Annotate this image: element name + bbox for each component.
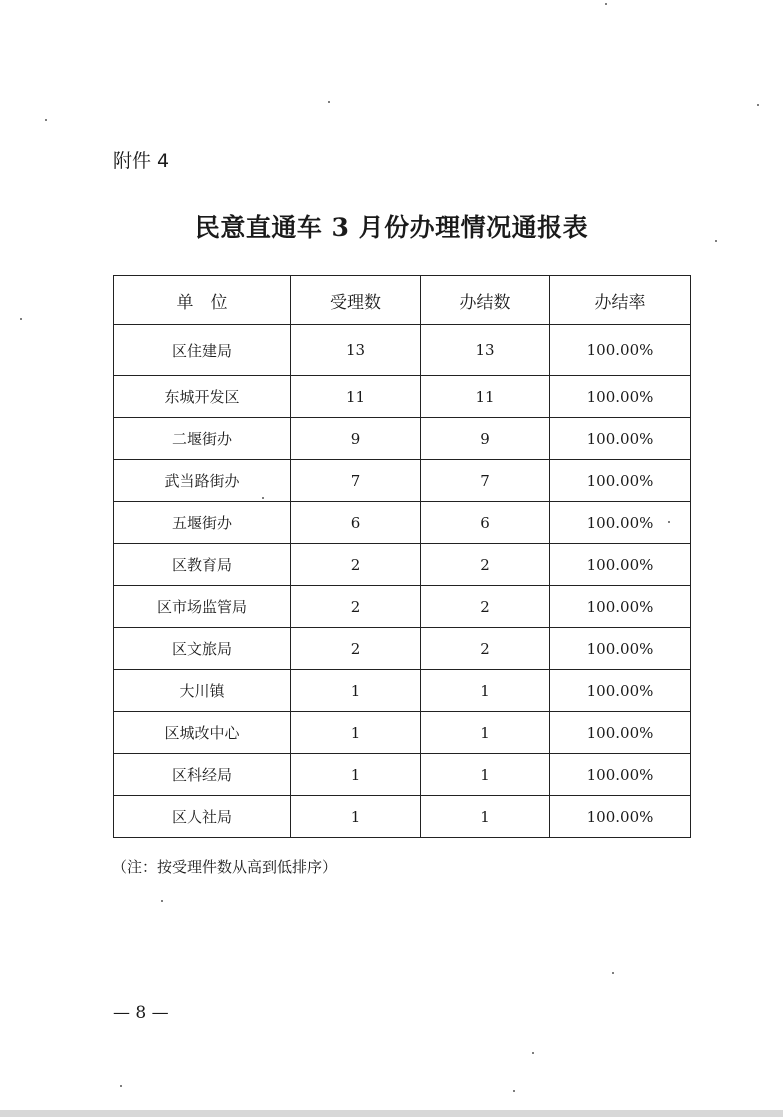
scan-speck xyxy=(757,104,759,106)
table-row xyxy=(114,376,691,418)
scan-speck xyxy=(20,318,22,320)
cell-completed: 6 xyxy=(421,502,550,544)
header-row xyxy=(114,276,691,325)
cell-rate: 100.00% xyxy=(550,418,691,460)
report-table xyxy=(113,275,691,838)
cell-rate: 100.00% xyxy=(550,670,691,712)
table-row xyxy=(114,418,691,460)
cell-received: 1 xyxy=(291,712,421,754)
page-title: 民意直通车 3 月份办理情况通报表 xyxy=(194,213,589,242)
cell-rate: 100.00% xyxy=(550,502,691,544)
cell-received: 11 xyxy=(291,376,421,418)
scan-speck xyxy=(262,497,264,499)
cell-unit: 东城开发区 xyxy=(114,376,291,418)
cell-unit: 区科经局 xyxy=(114,754,291,796)
scan-speck xyxy=(612,972,614,974)
table-row xyxy=(114,502,691,544)
page-number: — 8 — xyxy=(113,1003,169,1023)
cell-completed: 13 xyxy=(421,325,550,376)
cell-unit: 区城改中心 xyxy=(114,712,291,754)
cell-rate: 100.00% xyxy=(550,712,691,754)
cell-completed: 9 xyxy=(421,418,550,460)
cell-received: 9 xyxy=(291,418,421,460)
cell-rate: 100.00% xyxy=(550,628,691,670)
cell-unit: 大川镇 xyxy=(114,670,291,712)
scan-speck xyxy=(605,3,607,5)
scan-speck xyxy=(161,900,163,902)
scan-speck xyxy=(532,1052,534,1054)
table-note: （注：按受理件数从高到低排序） xyxy=(112,858,338,876)
table-row xyxy=(114,754,691,796)
cell-unit: 区文旅局 xyxy=(114,628,291,670)
table-row xyxy=(114,544,691,586)
cell-received: 6 xyxy=(291,502,421,544)
cell-received: 2 xyxy=(291,586,421,628)
table-row xyxy=(114,670,691,712)
cell-unit: 区教育局 xyxy=(114,544,291,586)
cell-rate: 100.00% xyxy=(550,754,691,796)
cell-received: 2 xyxy=(291,544,421,586)
header-completed: 办结数 xyxy=(421,276,550,325)
cell-received: 7 xyxy=(291,460,421,502)
cell-completed: 2 xyxy=(421,586,550,628)
cell-completed: 1 xyxy=(421,754,550,796)
table-row xyxy=(114,586,691,628)
cell-rate: 100.00% xyxy=(550,325,691,376)
cell-completed: 11 xyxy=(421,376,550,418)
scan-speck xyxy=(45,119,47,121)
cell-received: 13 xyxy=(291,325,421,376)
scan-edge xyxy=(0,1110,783,1117)
cell-unit: 二堰街办 xyxy=(114,418,291,460)
table-row xyxy=(114,796,691,838)
cell-unit: 区人社局 xyxy=(114,796,291,838)
table-row xyxy=(114,712,691,754)
cell-received: 1 xyxy=(291,754,421,796)
cell-completed: 1 xyxy=(421,796,550,838)
header-unit: 单 位 xyxy=(114,276,291,325)
header-received: 受理数 xyxy=(291,276,421,325)
table-row xyxy=(114,460,691,502)
scan-speck xyxy=(668,521,670,523)
scan-speck xyxy=(715,240,717,242)
table-row xyxy=(114,325,691,376)
cell-rate: 100.00% xyxy=(550,376,691,418)
header-rate: 办结率 xyxy=(550,276,691,325)
cell-unit: 区住建局 xyxy=(114,325,291,376)
cell-rate: 100.00% xyxy=(550,586,691,628)
cell-completed: 7 xyxy=(421,460,550,502)
cell-completed: 2 xyxy=(421,628,550,670)
cell-received: 2 xyxy=(291,628,421,670)
cell-unit: 区市场监管局 xyxy=(114,586,291,628)
cell-rate: 100.00% xyxy=(550,544,691,586)
cell-unit: 五堰街办 xyxy=(114,502,291,544)
scan-speck xyxy=(513,1090,515,1092)
scan-speck xyxy=(120,1085,122,1087)
cell-completed: 1 xyxy=(421,712,550,754)
table-row xyxy=(114,628,691,670)
scan-speck xyxy=(328,101,330,103)
cell-completed: 1 xyxy=(421,670,550,712)
attachment-label: 附件 4 xyxy=(113,150,170,172)
cell-received: 1 xyxy=(291,670,421,712)
cell-unit: 武当路街办 xyxy=(114,460,291,502)
cell-received: 1 xyxy=(291,796,421,838)
cell-rate: 100.00% xyxy=(550,796,691,838)
cell-rate: 100.00% xyxy=(550,460,691,502)
cell-completed: 2 xyxy=(421,544,550,586)
